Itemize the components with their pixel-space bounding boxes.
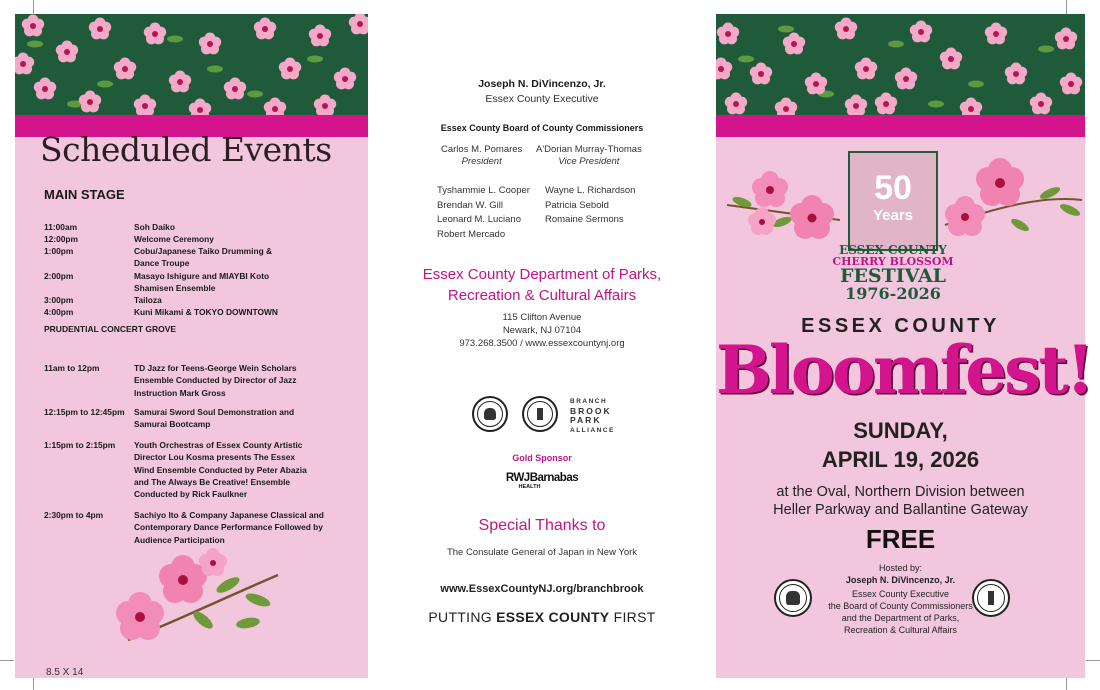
- schedule-title: Scheduled Events: [40, 130, 332, 169]
- cherry-blossom-branch-icon: [722, 160, 842, 245]
- address-line: 115 Clifton Avenue: [502, 312, 582, 323]
- thanks-heading: Special Thanks to: [478, 517, 606, 534]
- commissioner-name: Robert Mercado: [437, 228, 506, 240]
- commissioner-name: Romaine Sermons: [545, 214, 624, 226]
- logo-line: PARK: [570, 415, 602, 425]
- board-heading: Essex County Board of County Commissioners: [440, 123, 644, 133]
- commissioner-list: [437, 184, 530, 242]
- thanks-text: The Consulate General of Japan in New York: [446, 547, 638, 558]
- president-role: President: [461, 156, 502, 167]
- event-time: 1:15pm to 2:15pm: [44, 440, 116, 450]
- festival-name-line: ESSEX COUNTY: [839, 243, 947, 257]
- cherry-blossom-pattern-icon: [716, 14, 1085, 115]
- branch-brook-park-alliance-logo: [570, 397, 615, 435]
- event-time: 1:00pm: [44, 246, 74, 256]
- host-name: Joseph N. DiVincenzo, Jr.: [845, 575, 956, 585]
- vice-president-name: A'Dorian Murray-Thomas: [536, 144, 642, 155]
- event-time: 11am to 12pm: [44, 363, 100, 373]
- event-time: 3:00pm: [44, 295, 74, 305]
- event-name: Cobu/Japanese Taiko Drumming & Dance Troupe: [134, 246, 273, 269]
- magenta-bar: [716, 115, 1085, 137]
- host-label: Hosted by:: [878, 563, 923, 573]
- event-location: [716, 483, 1085, 519]
- crop-mark: [1086, 660, 1100, 661]
- website-link[interactable]: www.EssexCountyNJ.org/branchbrook: [440, 583, 644, 595]
- contact-line: 973.268.3500 / www.essexcountynj.org: [459, 338, 625, 349]
- cherry-blossom-branch-icon: [940, 155, 1085, 245]
- cherry-blossom-branch-icon: [108, 545, 288, 650]
- event-name: Tailoza: [134, 295, 162, 305]
- host-line: and the Department of Parks,: [841, 613, 960, 623]
- festival-name-line: FESTIVAL: [839, 265, 947, 287]
- county-seal-icon: [774, 579, 812, 617]
- event-day: SUNDAY,: [853, 418, 948, 443]
- commissioner-list: [545, 184, 635, 228]
- parks-seal-icon: [972, 579, 1010, 617]
- commissioner-name: Brendan W. Gill: [437, 199, 503, 211]
- badge-number: 50: [874, 169, 912, 207]
- cherry-blossom-pattern-icon: [15, 14, 368, 115]
- crop-mark: [33, 0, 34, 14]
- event-name: Welcome Ceremony: [134, 234, 214, 244]
- badge-years: Years: [872, 207, 914, 224]
- executive-title: Essex County Executive: [485, 93, 599, 105]
- crop-mark: [1066, 0, 1067, 14]
- sponsor-logo: RWJBarnabas: [505, 472, 579, 484]
- event-time: 11:00am: [44, 222, 78, 232]
- main-stage-heading: MAIN STAGE: [44, 187, 125, 202]
- logo-line: BRANCH: [570, 398, 608, 405]
- event-name: Samurai Sword Soul Demonstration and Samurai Bootcamp: [134, 407, 295, 430]
- county-motto: [368, 609, 716, 625]
- event-date: APRIL 19, 2026: [821, 447, 980, 472]
- vice-president-role: Vice President: [558, 156, 620, 167]
- president-name: Carlos M. Pomares: [441, 144, 523, 155]
- sponsor-logo-sub: HEALTH: [518, 484, 541, 490]
- host-line: the Board of County Commissioners: [828, 601, 973, 611]
- address-line: Newark, NJ 07104: [502, 325, 582, 336]
- vice-president-block: [536, 144, 642, 168]
- event-name: TD Jazz for Teens-George Wein Scholars Ensemble Conducted by Director of Jazz Instruction Mark Gross: [134, 363, 297, 398]
- event-time: 4:00pm: [44, 307, 74, 317]
- event-name: Masayo Ishigure and MIAYBI Koto Shamisen Ensemble: [134, 271, 270, 294]
- event-name: Soh Daiko: [134, 222, 175, 232]
- gold-sponsor-label: Gold Sponsor: [512, 453, 572, 463]
- event-title: Bloomfest!: [716, 331, 1092, 409]
- logo-line: ALLIANCE: [570, 426, 615, 434]
- commissioner-name: Leonard M. Luciano: [437, 214, 521, 226]
- event-name: Kuni Mikami & TOKYO DOWNTOWN: [134, 307, 278, 317]
- host-line: Recreation & Cultural Affairs: [844, 625, 957, 635]
- anniversary-badge: [848, 151, 938, 251]
- concert-grove-heading: PRUDENTIAL CONCERT GROVE: [44, 324, 177, 334]
- crop-mark: [1066, 678, 1067, 690]
- logo-line: BROOK: [570, 405, 612, 416]
- admission-label: FREE: [865, 524, 936, 554]
- print-size-label: 8.5 X 14: [46, 667, 84, 678]
- location-line: at the Oval, Northern Division between: [776, 484, 1025, 500]
- motto-suffix: FIRST: [609, 609, 656, 625]
- event-time: 12:15pm to 12:45pm: [44, 407, 125, 417]
- festival-name-line: CHERRY BLOSSOM: [832, 255, 954, 268]
- crop-mark: [33, 678, 34, 690]
- county-seal-icon: [472, 396, 508, 432]
- event-time: 2:00pm: [44, 271, 74, 281]
- county-label: ESSEX COUNTY: [801, 315, 1000, 337]
- motto-prefix: PUTTING: [428, 609, 497, 625]
- floral-banner: [15, 14, 368, 115]
- commissioner-name: Tyshammie L. Cooper: [437, 185, 530, 196]
- crop-mark: [0, 660, 14, 661]
- location-line: Heller Parkway and Ballantine Gateway: [773, 502, 1028, 518]
- host-line: Essex County Executive: [851, 589, 950, 599]
- executive-name: Joseph N. DiVincenzo, Jr.: [478, 78, 606, 90]
- floral-banner: [716, 14, 1085, 115]
- commissioner-name: Patricia Sebold: [545, 199, 609, 211]
- department-name: Essex County Department of Parks, Recreation & Cultural Affairs: [422, 266, 662, 304]
- parks-seal-icon: [522, 396, 558, 432]
- commissioner-name: Wayne L. Richardson: [545, 185, 636, 196]
- event-time: 2:30pm to 4pm: [44, 510, 104, 520]
- host-details: [716, 588, 1085, 636]
- event-name: Youth Orchestras of Essex County Artistic Director Lou Kosma presents The Essex Wind Ensemble Conducted by Peter Abazia and The Always Be Creative! Ensemble Conducted by Rick Faulkner: [134, 440, 307, 500]
- event-name: Sachiyo Ito & Company Japanese Classical and Contemporary Dance Performance Followed by Audience Participation: [134, 510, 324, 545]
- department-address: [368, 311, 716, 350]
- festival-years: 1976-2026: [845, 284, 941, 303]
- motto-bold: ESSEX COUNTY: [496, 609, 610, 625]
- president-block: [441, 144, 522, 168]
- event-time: 12:00pm: [44, 234, 78, 244]
